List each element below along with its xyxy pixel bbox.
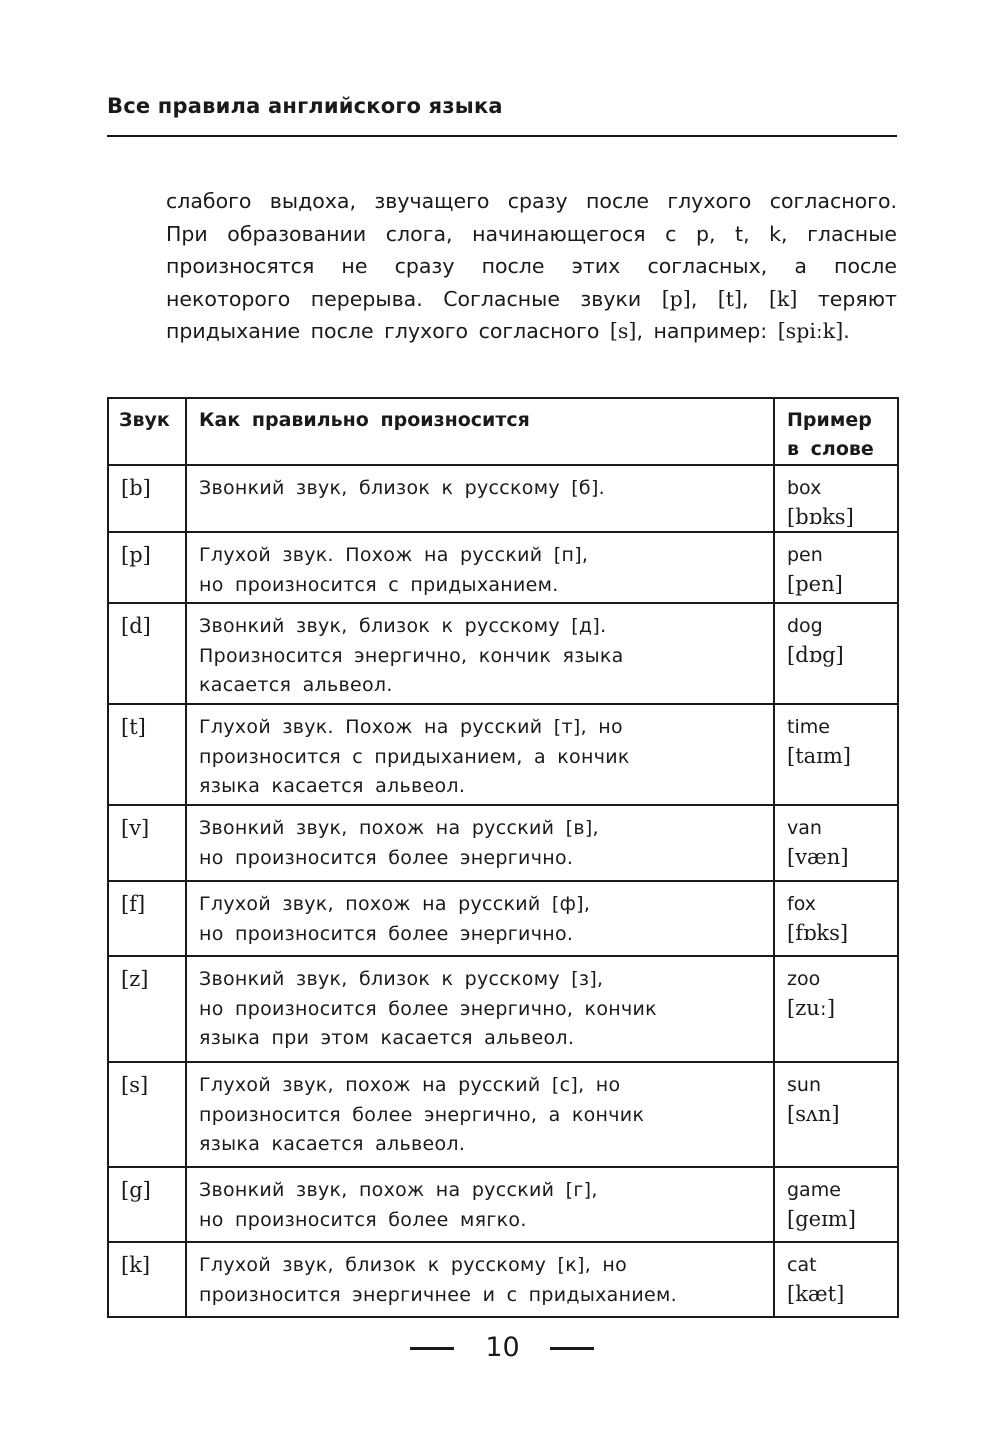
cell-sound: [p] bbox=[108, 532, 186, 603]
cell-sound: [t] bbox=[108, 704, 186, 805]
example-transcription: [zuː] bbox=[787, 996, 836, 1020]
header-how: Как правильно произносится bbox=[186, 398, 774, 465]
intro-ipa-t: [t] bbox=[717, 286, 743, 311]
cell-description: Глухой звук, похож на русский [с], но произносится более энергично, а кончик языка касается альвеол. bbox=[186, 1062, 774, 1167]
example-word: sun bbox=[787, 1074, 821, 1096]
intro-ipa-p: [p] bbox=[661, 286, 691, 311]
table-row bbox=[108, 1167, 898, 1242]
page-footer bbox=[0, 1328, 986, 1368]
intro-paragraph bbox=[166, 185, 897, 348]
cell-description: Глухой звук, близок к русскому [к], но произносится энергичнее и с придыханием. bbox=[186, 1242, 774, 1317]
cell-description: Звонкий звук, близок к русскому [б]. bbox=[186, 465, 774, 532]
example-word: van bbox=[787, 817, 822, 839]
table-row bbox=[108, 465, 898, 532]
page-number: 10 bbox=[485, 1332, 520, 1363]
cell-example bbox=[774, 603, 898, 704]
table-row bbox=[108, 881, 898, 956]
header-example: Пример в слове bbox=[774, 398, 898, 465]
example-word: dog bbox=[787, 615, 823, 637]
cell-example bbox=[774, 1167, 898, 1242]
table-row bbox=[108, 704, 898, 805]
intro-sep-2: , bbox=[742, 286, 769, 311]
cell-sound: [g] bbox=[108, 1167, 186, 1242]
example-word: cat bbox=[787, 1254, 817, 1276]
cell-description: Глухой звук, похож на русский [ф], но произносится более энергично. bbox=[186, 881, 774, 956]
table-header-row bbox=[108, 398, 898, 465]
cell-example bbox=[774, 805, 898, 881]
cell-description: Звонкий звук, похож на русский [в], но произносится более энергично. bbox=[186, 805, 774, 881]
intro-text-2: теряют придыхание после глухого согласного bbox=[166, 286, 897, 343]
cell-description: Глухой звук. Похож на русский [т], но произносится с придыханием, а кончик языка касается альвеол. bbox=[186, 704, 774, 805]
intro-text-1: слабого выдоха, звучащего сразу после глухого согласного. При образовании слога, начинающегося с p, t, k, гласные произносятся не сразу после этих согласных, а после некоторого перерыва. Согласные звуки bbox=[166, 189, 897, 311]
cell-sound: [v] bbox=[108, 805, 186, 881]
cell-description: Звонкий звук, похож на русский [г], но произносится более мягко. bbox=[186, 1167, 774, 1242]
example-word: fox bbox=[787, 893, 816, 915]
table-row bbox=[108, 1062, 898, 1167]
intro-sep-1: , bbox=[690, 286, 718, 311]
cell-example bbox=[774, 1242, 898, 1317]
intro-ipa-s: [s] bbox=[609, 319, 637, 343]
example-word: pen bbox=[787, 544, 823, 566]
cell-sound: [s] bbox=[108, 1062, 186, 1167]
example-transcription: [dɒg] bbox=[787, 643, 844, 667]
header-rule bbox=[107, 135, 897, 137]
cell-sound: [b] bbox=[108, 465, 186, 532]
cell-sound: [f] bbox=[108, 881, 186, 956]
cell-example bbox=[774, 532, 898, 603]
example-word: time bbox=[787, 716, 830, 738]
example-transcription: [væn] bbox=[787, 845, 849, 869]
cell-example bbox=[774, 465, 898, 532]
example-transcription: [taɪm] bbox=[787, 744, 851, 768]
cell-example bbox=[774, 881, 898, 956]
example-transcription: [sʌn] bbox=[787, 1102, 840, 1126]
table-row bbox=[108, 956, 898, 1062]
cell-description: Звонкий звук, близок к русскому [з], но произносится более энергично, кончик языка при этом касается альвеол. bbox=[186, 956, 774, 1062]
table-row bbox=[108, 1242, 898, 1317]
intro-text-4: . bbox=[843, 319, 850, 343]
cell-example bbox=[774, 704, 898, 805]
footer-dash-right bbox=[550, 1347, 594, 1350]
example-word: game bbox=[787, 1179, 841, 1201]
intro-ipa-k: [k] bbox=[768, 286, 798, 311]
example-transcription: [geɪm] bbox=[787, 1207, 856, 1231]
cell-sound: [d] bbox=[108, 603, 186, 704]
table-row bbox=[108, 805, 898, 881]
example-transcription: [kæt] bbox=[787, 1282, 845, 1306]
sounds-table bbox=[107, 397, 899, 1318]
cell-example bbox=[774, 1062, 898, 1167]
cell-description: Звонкий звук, близок к русскому [д]. Произносится энергично, кончик языка касается альвеол. bbox=[186, 603, 774, 704]
cell-example bbox=[774, 956, 898, 1062]
running-header: Все правила английского языка bbox=[107, 94, 503, 118]
example-word: zoo bbox=[787, 968, 821, 990]
example-transcription: [pen] bbox=[787, 572, 843, 596]
table-row bbox=[108, 603, 898, 704]
intro-text-3: , например: bbox=[636, 319, 778, 343]
example-word: box bbox=[787, 477, 822, 499]
header-sound: Звук bbox=[108, 398, 186, 465]
cell-sound: [k] bbox=[108, 1242, 186, 1317]
example-transcription: [bɒks] bbox=[787, 505, 854, 529]
cell-sound: [z] bbox=[108, 956, 186, 1062]
cell-description: Глухой звук. Похож на русский [п], но произносится с придыханием. bbox=[186, 532, 774, 603]
intro-ipa-example: [spiːk] bbox=[777, 319, 844, 343]
example-transcription: [fɒks] bbox=[787, 921, 849, 945]
table-row bbox=[108, 532, 898, 603]
footer-dash-left bbox=[410, 1347, 454, 1350]
